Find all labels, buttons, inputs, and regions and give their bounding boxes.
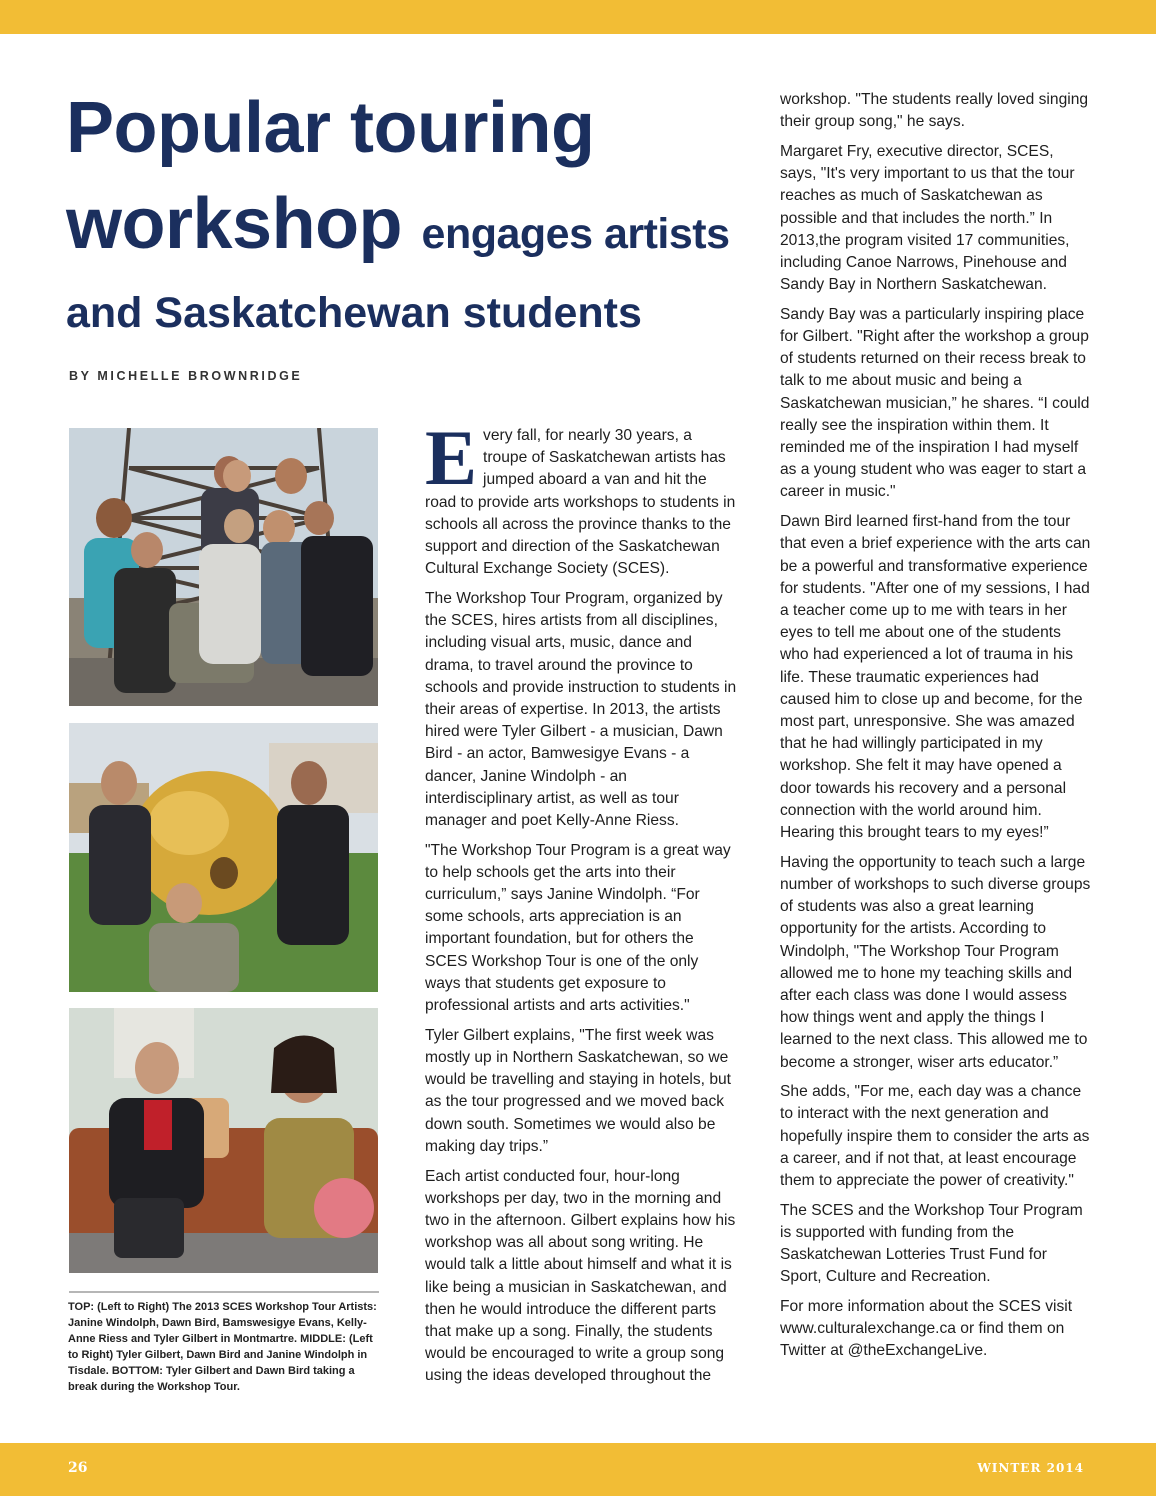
page-number: 26 — [68, 1460, 88, 1476]
article-paragraph: workshop. "The students really loved singing their group song," he says. — [780, 91, 1089, 131]
article-paragraph: Sandy Bay was a particularly inspiring place for Gilbert. "Right after the workshop a group of students returned on their recess break to talk to me about music and being a Saskatchewan musician,” he shares. “I could really see the inspiration within them. It reminded me of the inspiration I had myself as a young student who was eager to start a career in music." — [780, 305, 1090, 501]
headline — [66, 80, 756, 344]
duo-photo-sofa-icon — [69, 1008, 378, 1273]
article-paragraph: Having the opportunity to teach such a large number of workshops to such diverse groups of students was also a great learning opportunity for the artists. According to Windolph, "The Workshop Tour Program allowed me to hone my teaching skills and after each class was done I would assess how things went and apply the things I learned to the next class. This allowed me to become a stronger, wiser arts educator.” — [780, 853, 1091, 1071]
article-paragraph: Margaret Fry, executive director, SCES, says, "It's very important to us that the tour reaches as much of Saskatchewan as possible and that includes the north.” In 2013,the program visited 17 communities, including Canoe Narrows, Pinehouse and Sandy Bay in Northern Saskatchewan. — [780, 142, 1075, 294]
article-paragraph: The SCES and the Workshop Tour Program is supported with funding from the Saskatchewan Lotteries Trust Fund for Sport, Culture and Recreation. — [780, 1201, 1083, 1286]
article-column-right — [780, 89, 1092, 1370]
article-paragraph: Dawn Bird learned first-hand from the tour that even a brief experience with the arts can be a powerful and transformative experience for students. "After one of my sessions, I had a teacher come up to me with tears in her eyes to tell me about one of the students who had experienced a lot of trauma in his life. These traumatic experiences had caused him to close up and become, for the most part, unresponsive. She was amazed that he had willingly participated in my workshop. She felt it may have opened a door towards his recovery and a personal connection with the world around him. Hearing this brought tears to my eyes!” — [780, 513, 1091, 841]
article-paragraph: Each artist conducted four, hour-long workshops per day, two in the morning and two in the afternoon. Gilbert explains how his workshop was all about song writing. He would talk a little about himself and what it is like being a musician in Saskatchewan, and then he would introduce the different parts that make up a song. Finally, the students would be encouraged to write a group song using the ideas developed throughout the — [425, 1167, 736, 1385]
intro-text: very fall, for nearly 30 years, a troupe of Saskatchewan artists has jumped aboard a van and hit the road to provide arts workshops to students in schools all across the province thanks to the support and direction of the Saskatchewan Cultural Exchange Society (SCES). — [425, 427, 736, 578]
photo-caption: TOP: (Left to Right) The 2013 SCES Workshop Tour Artists: Janine Windolph, Dawn Bird, Bamswesigye Evans, Kelly-Anne Riess and Tyler Gilbert in Montmartre. MIDDLE: (Left to Right) Tyler Gilbert, Dawn Bird and Janine Windolph in Tisdale. BOTTOM: Tyler Gilbert and Dawn Bird taking a break during the Workshop Tour. — [68, 1301, 377, 1393]
headline-line-1: Popular touring — [66, 88, 595, 168]
article-paragraph: The Workshop Tour Program, organized by the SCES, hires artists from all disciplines, including visual arts, music, dance and drama, to travel around the province to schools and provide instruction to students in their areas of expertise. In 2013, the artists hired were Tyler Gilbert - a musician, Dawn Bird - an actor, Bamwesigye Evans - a dancer, Janine Windolph - an interdisciplinary artist, as well as tour manager and poet Kelly-Anne Riess. — [425, 589, 737, 829]
headline-line-2: workshop — [66, 184, 403, 264]
article-paragraph: "The Workshop Tour Program is a great way to help schools get the arts into their curriculum,” says Janine Windolph. “For some schools, arts appreciation is an important foundation, but for others the SCES Workshop Tour is one of the only ways that students get exposure to professional artists and arts activities." — [425, 841, 731, 1015]
caption-divider — [69, 1291, 379, 1293]
article-intro — [425, 414, 737, 580]
group-photo-sculpture-icon — [69, 723, 378, 992]
article-paragraph: She adds, "For me, each day was a chance to interact with the next generation and hopefully inspire them to consider the arts as a career, and if not that, at least encourage them to appreciate the power of creativity." — [780, 1083, 1090, 1190]
issue-label: WINTER 2014 — [977, 1461, 1084, 1475]
article-paragraph: Tyler Gilbert explains, "The first week was mostly up in Northern Saskatchewan, so we would be travelling and staying in hotels, but as the tour progressed and we moved back down south. Sometimes we would also be making day trips.” — [425, 1026, 732, 1155]
headline-subtitle: engages artists — [421, 210, 730, 258]
article-paragraph: For more information about the SCES visit www.culturalexchange.ca or find them on Twitter at @theExchangeLive. — [780, 1298, 1073, 1360]
byline: BY MICHELLE BROWNRIDGE — [69, 369, 303, 383]
group-photo-tower-icon — [69, 428, 378, 706]
headline-line-3: and Saskatchewan students — [66, 289, 642, 337]
article-column-middle — [425, 414, 737, 1395]
drop-cap: E — [425, 414, 478, 501]
top-accent-bar — [0, 0, 1156, 34]
